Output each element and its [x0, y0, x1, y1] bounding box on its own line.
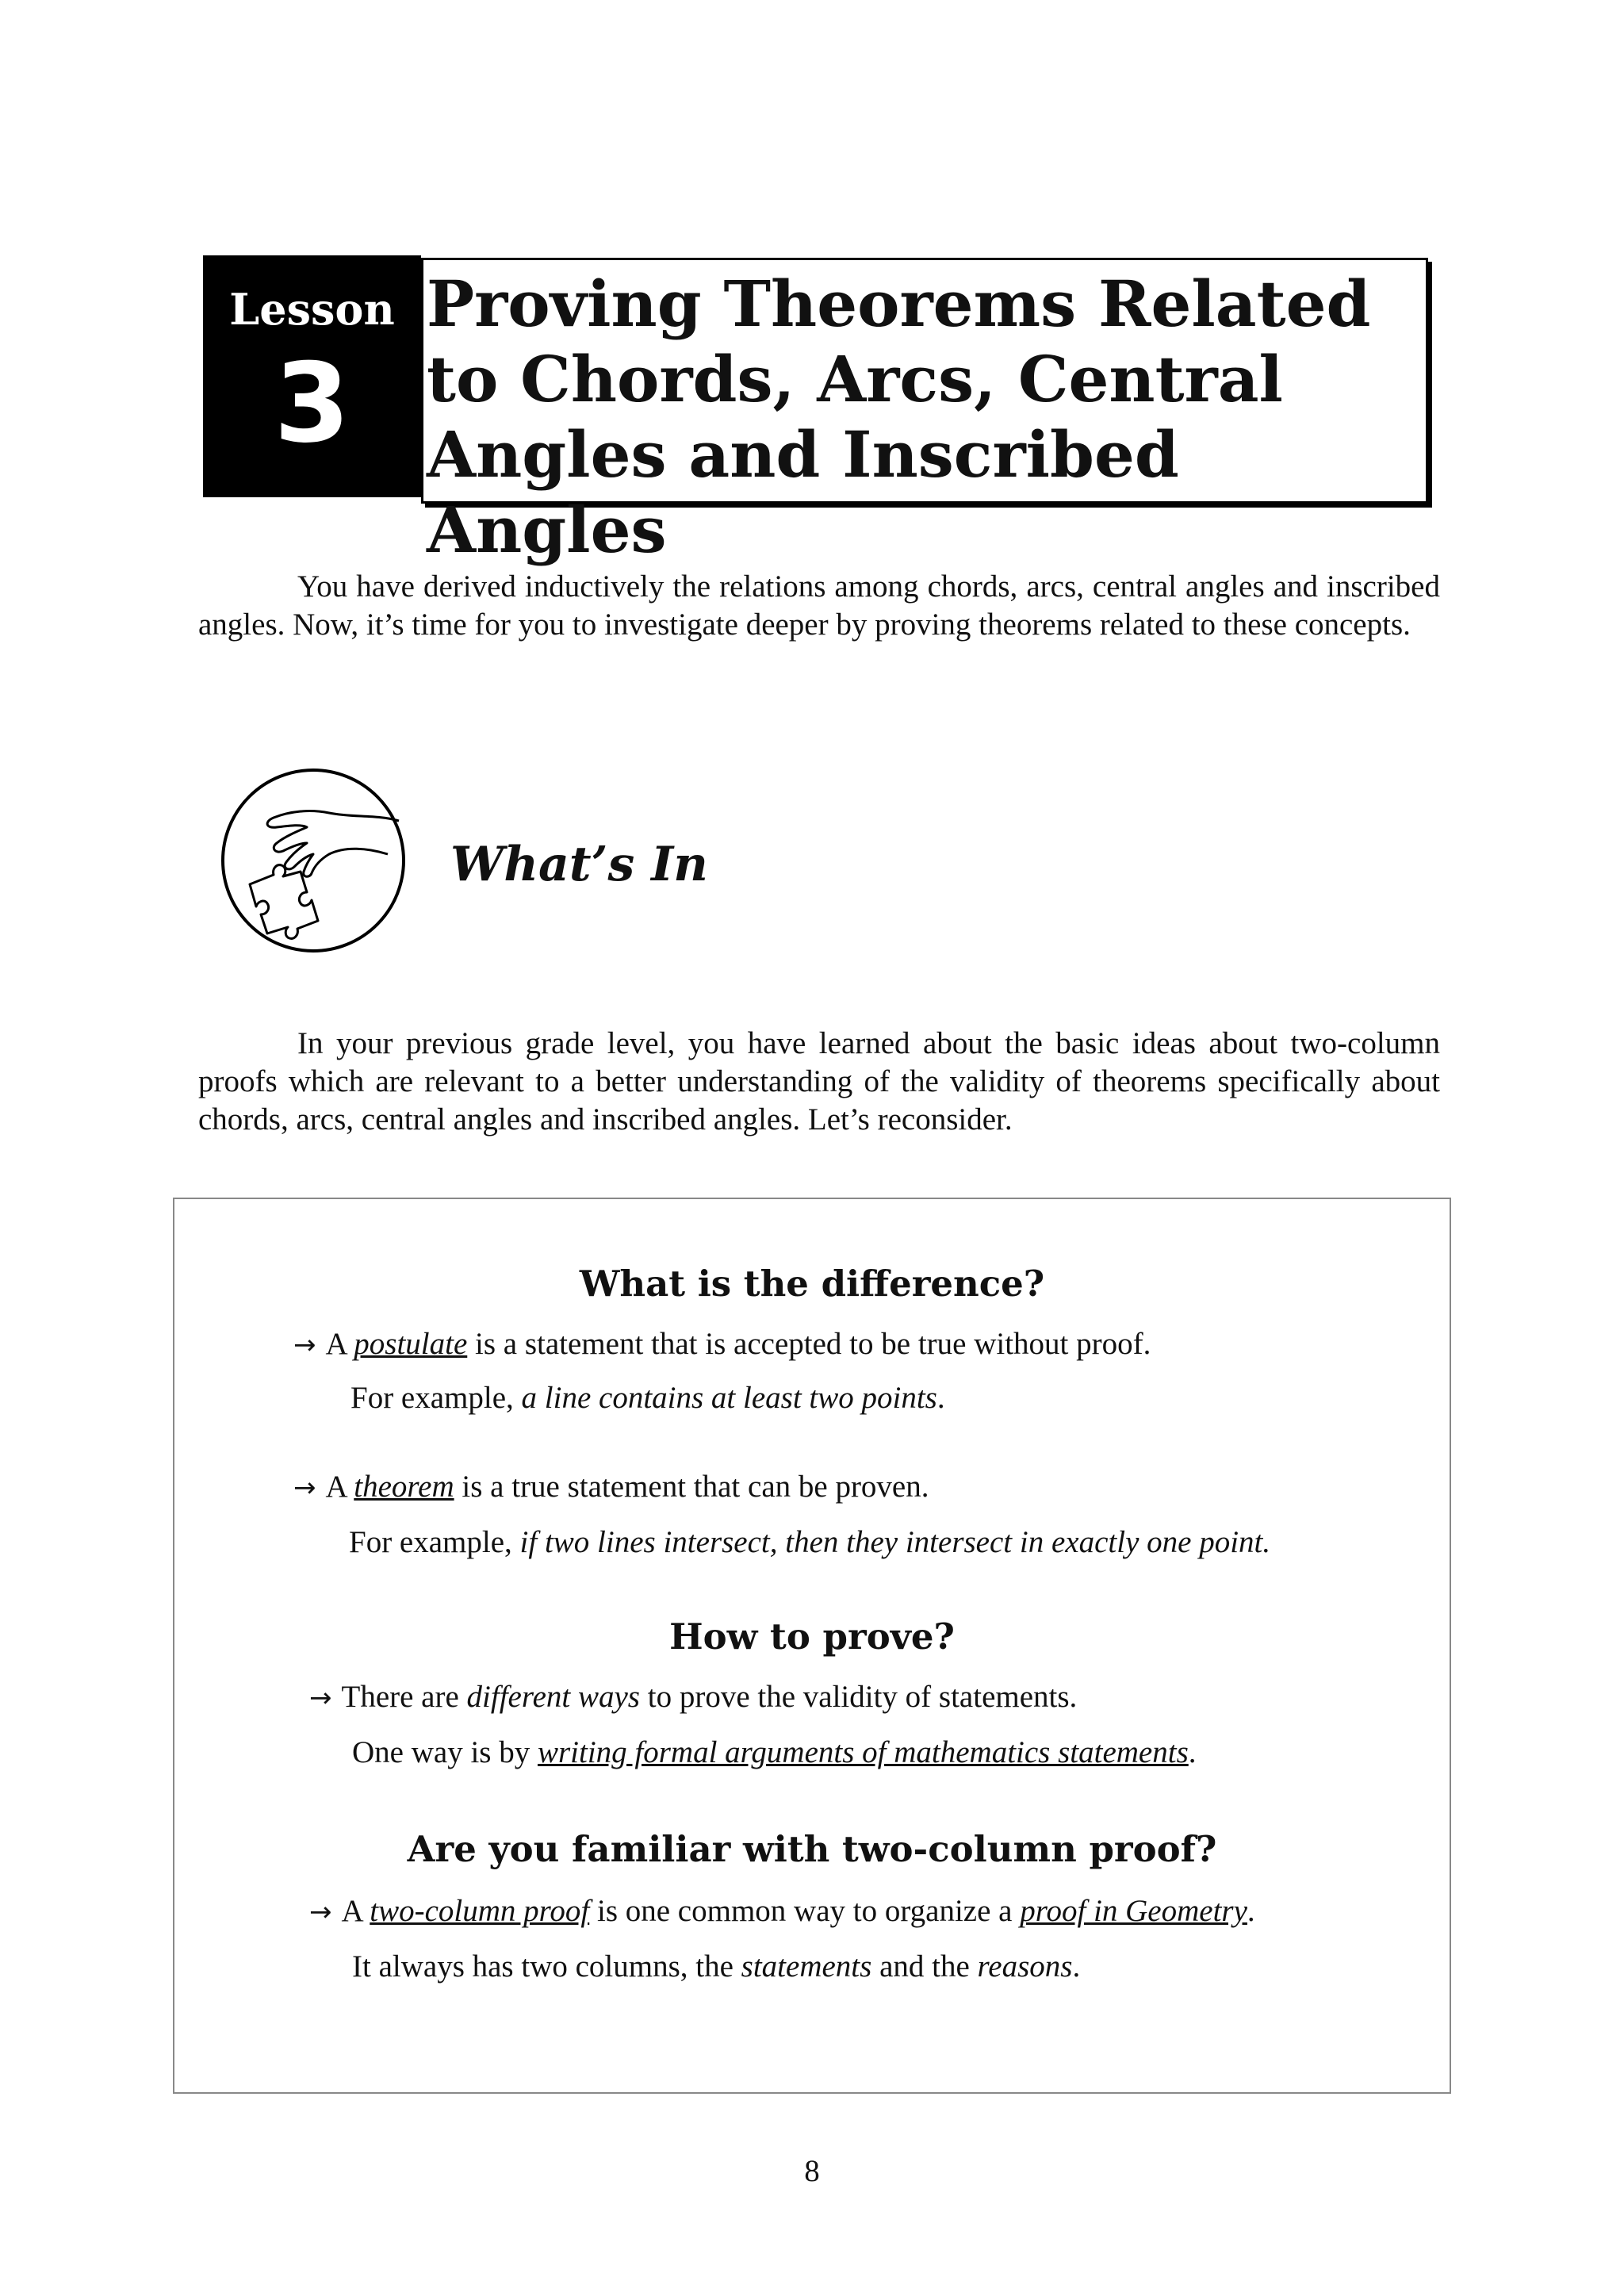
- page-number: 8: [804, 2154, 820, 2188]
- intro-paragraph: [198, 568, 1440, 644]
- arrow-right-icon: →: [293, 1472, 316, 1504]
- concepts-box: [173, 1198, 1451, 2094]
- postulate-line: → A postulate is a statement that is accepted to be true without proof.: [293, 1327, 1151, 1361]
- how-to-prove-heading: How to prove?: [669, 1616, 955, 1658]
- intro-text: You have derived inductively the relations among chords, arcs, central angles and inscribed angles. Now, it’s time for you to investigate deeper by proving theorems related to these concepts.: [198, 569, 1440, 642]
- lesson-number: 3: [274, 339, 350, 467]
- lesson-badge: [203, 255, 421, 497]
- arrow-right-icon: →: [309, 1896, 332, 1928]
- two-column-line: → A two-column proof is one common way to organize a proof in Geometry.: [309, 1894, 1255, 1928]
- whats-in-paragraph: [198, 1025, 1440, 1139]
- lesson-label: Lesson: [229, 284, 395, 335]
- theorem-line: → A theorem is a true statement that can be proven.: [293, 1470, 929, 1504]
- two-column-heading: Are you familiar with two-column proof?: [407, 1828, 1217, 1870]
- whats-in-text: In your previous grade level, you have learned about the basic ideas about two-column proofs which are relevant to a better understanding of the validity of theorems specifically about chords, arcs, central angles and inscribed angles. Let’s reconsider.: [198, 1026, 1440, 1137]
- arrow-right-icon: →: [293, 1329, 316, 1361]
- difference-heading: What is the difference?: [579, 1263, 1045, 1305]
- theorem-term: theorem: [354, 1470, 454, 1504]
- lesson-title-box: [421, 258, 1428, 567]
- postulate-term: postulate: [354, 1327, 468, 1361]
- lesson-title: Proving Theorems Related to Chords, Arcs, Central Angles and Inscribed Angles: [427, 266, 1371, 567]
- arrow-right-icon: →: [309, 1682, 332, 1714]
- postulate-example: For example, a line contains at least two points.: [350, 1381, 945, 1415]
- two-column-line-2: It always has two columns, the statements and the reasons.: [352, 1949, 1081, 1984]
- theorem-example: For example, if two lines intersect, then they intersect in exactly one point.: [349, 1525, 1271, 1559]
- prove-line-2: One way is by writing formal arguments of mathematics statements.: [352, 1735, 1197, 1769]
- prove-line: → There are different ways to prove the validity of statements.: [309, 1680, 1078, 1714]
- hand-puzzle-piece-icon: [218, 765, 408, 956]
- whats-in-heading: What’s In: [450, 837, 708, 892]
